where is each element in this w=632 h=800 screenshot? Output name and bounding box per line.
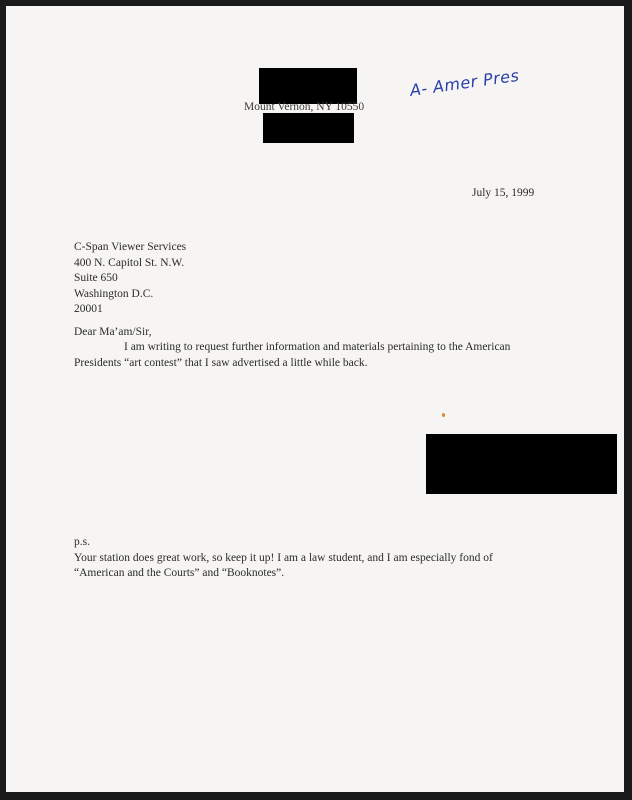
letter-page bbox=[6, 6, 624, 792]
redacted-phone-block bbox=[263, 113, 354, 143]
letter-body bbox=[74, 340, 544, 371]
handwritten-note: A- Amer Pres bbox=[408, 65, 521, 100]
body-line-2: Presidents “art contest” that I saw advertised a little while back. bbox=[74, 356, 368, 369]
sender-city-line: Mount Vernon, NY 10550 bbox=[244, 101, 365, 113]
recipient-line-5: 20001 bbox=[74, 303, 103, 316]
ink-speck bbox=[442, 413, 445, 417]
recipient-line-4: Washington D.C. bbox=[74, 287, 154, 300]
recipient-line-2: 400 N. Capitol St. N.W. bbox=[74, 256, 185, 269]
redacted-name-block bbox=[259, 68, 357, 104]
letter-date: July 15, 1999 bbox=[472, 187, 535, 199]
recipient-line-3: Suite 650 bbox=[74, 272, 118, 285]
salutation: Dear Ma’am/Sir, bbox=[74, 326, 152, 338]
postscript-line-1: Your station does great work, so keep it up! I am a law student, and I am especially fond of bbox=[74, 551, 493, 564]
body-line-1: I am writing to request further information and materials pertaining to the American bbox=[124, 341, 511, 353]
recipient-line-1: C-Span Viewer Services bbox=[74, 241, 187, 253]
recipient-address bbox=[74, 240, 186, 318]
redacted-signature-block bbox=[426, 434, 617, 494]
postscript-label: p.s. bbox=[74, 536, 90, 548]
postscript bbox=[74, 535, 544, 582]
postscript-line-2: “American and the Courts” and “Booknotes”. bbox=[74, 567, 285, 580]
